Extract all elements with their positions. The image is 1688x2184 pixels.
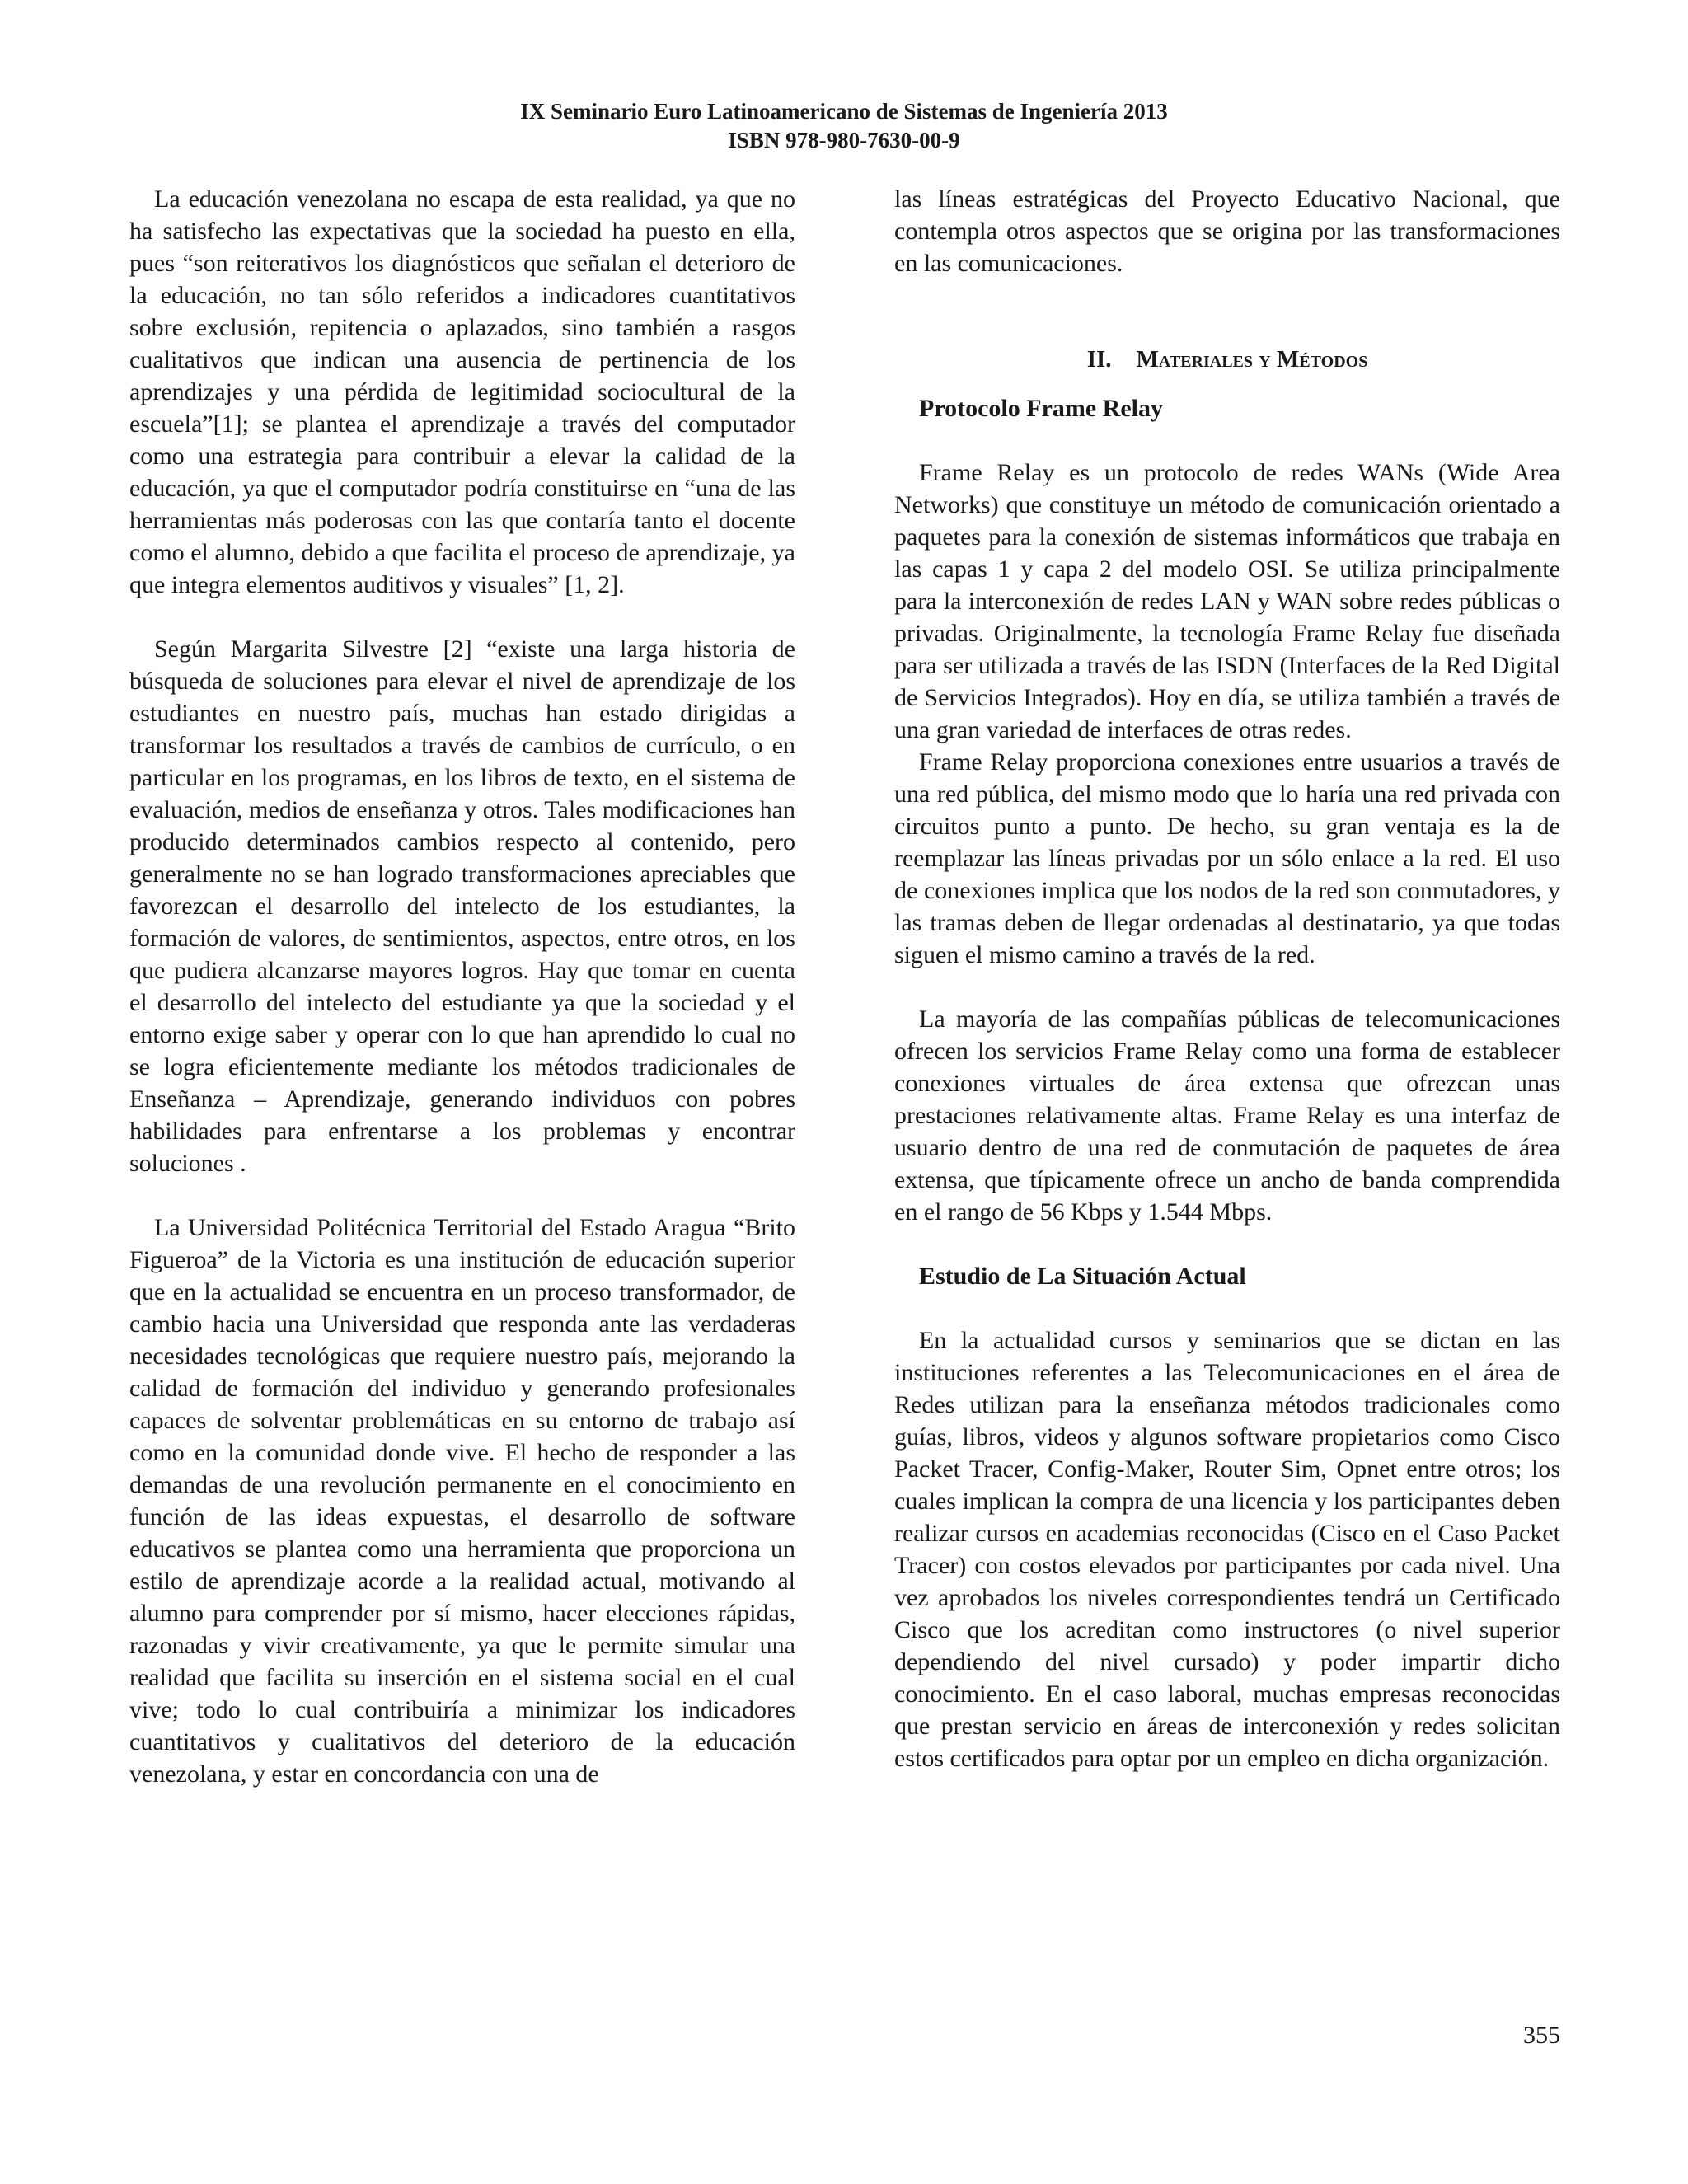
- paragraph-continuation: las líneas estratégicas del Proyecto Educativo Nacional, que contempla otros aspectos que se origina por las transformaciones en las comunicaciones.: [894, 185, 1560, 277]
- left-column: [129, 183, 795, 1790]
- section-number: II.: [1086, 346, 1112, 373]
- paragraph-frame-relay-companies: La mayoría de las compañías públicas de telecomunicaciones ofrecen los servicios Frame Relay como una forma de establecer conexiones virtuales de área extensa que ofrezcan unas prestaciones relativamente altas. Frame Relay es una interfaz de usuario dentro de una red de conmutación de paquetes de área extensa, que típicamente ofrece un ancho de banda comprendida en el rango de 56 Kbps y 1.544 Mbps.: [894, 1005, 1560, 1226]
- paragraph-university: La Universidad Politécnica Territorial del Estado Aragua “Brito Figueroa” de la Victoria es una institución de educación superior que en la actualidad se encuentra en un proceso transformador, de cambio hacia una Universidad que responda ante las verdaderas necesidades tecnológicas que requiere nuestro país, mejorando la calidad de formación del individuo y generando profesionales capaces de solventar problemáticas en su entorno de trabajo así como en la comunidad donde vive. El hecho de responder a las demandas de una revolución permanente en el conocimiento en función de las ideas expuestas, el desarrollo de software educativos se plantea como una herramienta que proporciona un estilo de aprendizaje acorde a la realidad actual, motivando al alumno para comprender por sí mismo, hacer elecciones rápidas, razonadas y vivir creativamente, ya que le permite simular una realidad que facilita su inserción en el sistema social en el cual vive; todo lo cual contribuiría a minimizar los indicadores cuantitativos y cualitativos del deterioro de la educación venezolana, y estar en concordancia con una de: [129, 1214, 795, 1788]
- paragraph-education: La educación venezolana no escapa de esta realidad, ya que no ha satisfecho las expectativas que la sociedad ha puesto en ella, pues “son reiterativos los diagnósticos que señalan el deterioro de la educación, no tan sólo referidos a indicadores cuantitativos sobre exclusión, repitencia o aplazados, sino también a rasgos cualitativos que indican una ausencia de pertinencia de los aprendizajes y una pérdida de legitimidad sociocultural de la escuela”[1]; se plantea el aprendizaje a través del computador como una estrategia para contribuir a elevar la calidad de la educación, ya que el computador podría constituirse en “una de las herramientas más poderosas con las que contaría tanto el docente como el alumno, debido a que facilita el proceso de aprendizaje, ya que integra elementos auditivos y visuales” [1, 2].: [129, 185, 795, 598]
- running-header: [0, 97, 1688, 155]
- header-isbn: ISBN 978-980-7630-00-9: [728, 128, 960, 152]
- subsection-frame-relay-title: Protocolo Frame Relay: [919, 395, 1164, 422]
- right-column: [894, 183, 1560, 1774]
- paragraph-silvestre: Según Margarita Silvestre [2] “existe una larga historia de búsqueda de soluciones para elevar el nivel de aprendizaje de los estudiantes en nuestro país, muchas han estado dirigidas a transformar los resultados a través de cambios de currículo, o en particular en los programas, en los libros de texto, en el sistema de evaluación, medios de enseñanza y otros. Tales modificaciones han producido determinados cambios respecto al contenido, pero generalmente no se han logrado transformaciones apreciables que favorezcan el desarrollo del intelecto de los estudiantes, la formación de valores, de sentimientos, aspectos, entre otros, en los que pudiera alcanzarse mayores logros. Hay que tomar en cuenta el desarrollo del intelecto del estudiante ya que la sociedad y el entorno exige saber y operar con lo que han aprendido lo cual no se logra eficientemente mediante los métodos tradicionales de Enseñanza – Aprendizaje, generando individuos con pobres habilidades para enfrentarse a los problemas y encontrar soluciones .: [129, 635, 795, 1177]
- section-title: Materiales y Métodos: [1136, 346, 1368, 373]
- section-heading: [894, 344, 1560, 376]
- paragraph-frame-relay-intro: Frame Relay es un protocolo de redes WANs (Wide Area Networks) que constituye un método de comunicación orientado a paquetes para la conexión de sistemas informáticos que trabaja en las capas 1 y capa 2 del modelo OSI. Se utiliza principalmente para la interconexión de redes LAN y WAN sobre redes públicas o privadas. Originalmente, la tecnología Frame Relay fue diseñada para ser utilizada a través de las ISDN (Interfaces de la Red Digital de Servicios Integrados). Hoy en día, se utiliza también a través de una gran variedad de interfaces de otras redes.: [894, 459, 1560, 743]
- subsection-current-situation-title: Estudio de La Situación Actual: [919, 1263, 1246, 1290]
- paragraph-current-situation: En la actualidad cursos y seminarios que se dictan en las instituciones referentes a las Telecomunicaciones en el área de Redes utilizan para la enseñanza métodos tradicionales como guías, libros, videos y algunos software propietarios como Cisco Packet Tracer, Config-Maker, Router Sim, Opnet entre otros; los cuales implican la compra de una licencia y los participantes deben realizar cursos en academias reconocidas (Cisco en el Caso Packet Tracer) con costos elevados por participantes por cada nivel. Una vez aprobados los niveles correspondientes tendrá un Certificado Cisco que los acreditan como instructores (o nivel superior dependiendo del nivel cursado) y poder impartir dicho conocimiento. En el caso laboral, muchas empresas reconocidas que prestan servicio en áreas de interconexión y redes solicitan estos certificados para optar por un empleo en dicha organización.: [894, 1327, 1560, 1772]
- header-conference: IX Seminario Euro Latinoamericano de Sistemas de Ingeniería 2013: [520, 99, 1168, 124]
- paragraph-frame-relay-connections: Frame Relay proporciona conexiones entre usuarios a través de una red pública, del mismo modo que lo haría una red privada con circuitos punto a punto. De hecho, su gran ventaja es la de reemplazar las líneas privadas por un sólo enlace a la red. El uso de conexiones implica que los nodos de la red son conmutadores, y las tramas deben de llegar ordenadas al destinatario, ya que todas siguen el mismo camino a través de la red.: [894, 748, 1560, 968]
- page-number: 355: [1523, 2022, 1560, 2049]
